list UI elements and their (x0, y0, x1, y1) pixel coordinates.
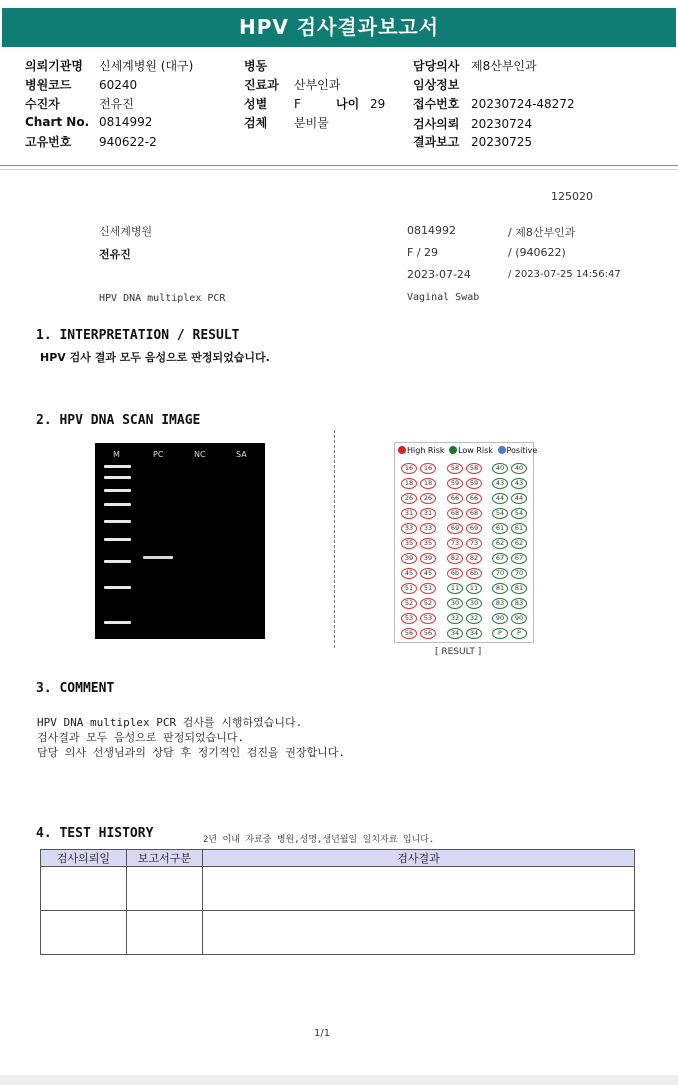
result-caption: [ RESULT ] (435, 647, 482, 657)
history-cell (127, 867, 203, 911)
history-col-result: 검사결과 (203, 850, 635, 867)
high-risk-type-marker: 68 (466, 508, 482, 519)
low-risk-type-marker: P (511, 628, 527, 639)
unique-value: 940622-2 (99, 135, 157, 149)
high-risk-type-marker: 51 (401, 583, 417, 594)
report-row (413, 133, 532, 150)
low-risk-type-marker: 67 (492, 553, 508, 564)
request-row (413, 115, 532, 132)
high-risk-type-marker: 39 (420, 553, 436, 564)
dept-row (244, 76, 340, 93)
history-cell (203, 867, 635, 911)
high-risk-type-marker: 51 (420, 583, 436, 594)
hospital-code-label: 병원코드 (25, 78, 72, 92)
receipt-label: 접수번호 (413, 97, 460, 111)
low-risk-dot-icon (449, 446, 457, 454)
high-risk-type-marker: 6b (447, 568, 463, 579)
summary-test-name: HPV DNA multiplex PCR (99, 293, 226, 304)
ward-row (244, 57, 294, 74)
page-number: 1/1 (314, 1028, 331, 1039)
high-risk-type-marker: 6b (466, 568, 482, 579)
high-risk-type-marker: 73 (466, 538, 482, 549)
doctor-value: 제8산부인과 (471, 59, 537, 73)
low-risk-type-marker: 44 (492, 493, 508, 504)
high-risk-type-marker: 73 (447, 538, 463, 549)
history-cell (127, 911, 203, 955)
marker-band (104, 520, 131, 523)
dept-label: 진료과 (244, 78, 279, 92)
table-row (41, 867, 635, 911)
footer-band (0, 1075, 678, 1085)
high-risk-type-marker: 58 (447, 463, 463, 474)
header-divider (0, 165, 678, 166)
interpretation-text: HPV 검사 결과 모두 음성으로 판정되었습니다. (40, 351, 270, 364)
low-risk-type-marker: 70 (511, 568, 527, 579)
history-cell (41, 867, 127, 911)
low-risk-type-marker: 83 (511, 598, 527, 609)
low-risk-type-marker: 34 (447, 628, 463, 639)
high-risk-type-marker: 52 (420, 598, 436, 609)
low-risk-type-marker: 61 (492, 523, 508, 534)
low-risk-type-marker: 81 (511, 583, 527, 594)
institution-label: 의뢰기관명 (25, 59, 83, 73)
high-risk-type-marker: 82 (447, 553, 463, 564)
high-risk-type-marker: 18 (420, 478, 436, 489)
summary-report-datetime: / 2023-07-25 14:56:47 (508, 269, 621, 280)
high-risk-type-marker: 16 (420, 463, 436, 474)
low-risk-type-marker: 34 (466, 628, 482, 639)
legend-high-risk: High Risk (407, 446, 445, 455)
low-risk-type-marker: 32 (466, 613, 482, 624)
summary-specimen: Vaginal Swab (407, 292, 480, 303)
receipt-value: 20230724-48272 (471, 97, 575, 111)
high-risk-type-marker: 26 (401, 493, 417, 504)
history-col-request-date: 검사의뢰일 (41, 850, 127, 867)
history-note: 2년 이내 자료중 병원,성명,생년월일 일치자료 입니다. (203, 835, 435, 845)
low-risk-type-marker: 90 (492, 613, 508, 624)
low-risk-type-marker: 11 (466, 583, 482, 594)
low-risk-type-marker: 40 (492, 463, 508, 474)
age-label: 나이 (336, 97, 360, 111)
high-risk-dot-icon (398, 446, 406, 454)
comment-line: 검사결과 모두 음성으로 판정되었습니다. (37, 731, 245, 744)
history-cell (203, 911, 635, 955)
specimen-label: 검체 (244, 116, 268, 130)
marker-band (104, 476, 131, 479)
report-number: 125020 (551, 190, 593, 203)
high-risk-type-marker: 56 (420, 628, 436, 639)
marker-band (104, 560, 131, 563)
marker-band (104, 538, 131, 541)
clinical-row (413, 76, 471, 93)
section-history-title: 4. TEST HISTORY (36, 826, 154, 841)
sex-label: 성별 (244, 97, 268, 111)
summary-patient: 전유진 (99, 248, 131, 261)
doctor-label: 담당의사 (413, 59, 460, 73)
low-risk-type-marker: 43 (492, 478, 508, 489)
summary-chart: 0814992 (407, 224, 456, 237)
low-risk-type-marker: 40 (511, 463, 527, 474)
clinical-label: 임상정보 (413, 78, 460, 92)
low-risk-type-marker: 81 (492, 583, 508, 594)
lane-label-pc: PC (153, 450, 164, 459)
doctor-row (413, 57, 537, 74)
low-risk-type-marker: 62 (511, 538, 527, 549)
dashed-divider (334, 430, 335, 648)
high-risk-type-marker: 58 (466, 463, 482, 474)
summary-hospital: 신세계병원 (99, 225, 153, 238)
gel-electrophoresis-image (95, 443, 265, 639)
high-risk-type-marker: 26 (420, 493, 436, 504)
low-risk-type-marker: 90 (511, 613, 527, 624)
marker-band (104, 465, 131, 468)
low-risk-type-marker: 30 (466, 598, 482, 609)
section-comment-title: 3. COMMENT (36, 681, 115, 696)
marker-band (104, 586, 131, 589)
report-value: 20230725 (471, 135, 533, 149)
comment-line: HPV DNA multiplex PCR 검사를 시행하였습니다. (37, 716, 303, 729)
age-value: 29 (370, 97, 386, 111)
low-risk-type-marker: 62 (492, 538, 508, 549)
high-risk-type-marker: 53 (401, 613, 417, 624)
high-risk-type-marker: 52 (401, 598, 417, 609)
high-risk-type-marker: 59 (447, 478, 463, 489)
section-scan-image-title: 2. HPV DNA SCAN IMAGE (36, 413, 201, 428)
high-risk-type-marker: 66 (466, 493, 482, 504)
low-risk-type-marker: 70 (492, 568, 508, 579)
section-interpretation-title: 1. INTERPRETATION / RESULT (36, 328, 240, 343)
high-risk-type-marker: 35 (420, 538, 436, 549)
sex-row (244, 95, 385, 112)
table-row (41, 911, 635, 955)
patient-label: 수진자 (25, 97, 60, 111)
high-risk-type-marker: 53 (420, 613, 436, 624)
specimen-row (244, 114, 329, 131)
high-risk-type-marker: 45 (401, 568, 417, 579)
low-risk-type-marker: P (492, 628, 508, 639)
hospital-code-value: 60240 (99, 78, 138, 92)
history-table (40, 849, 635, 955)
high-risk-type-marker: 59 (466, 478, 482, 489)
chart-label: Chart No. (25, 115, 90, 129)
report-title: HPV 검사결과보고서 (2, 8, 676, 47)
hospital-code-row (25, 76, 137, 93)
history-header-row (41, 850, 635, 867)
result-legend (398, 446, 537, 455)
positive-dot-icon (498, 446, 506, 454)
legend-positive: Positive (506, 446, 538, 455)
request-label: 검사의뢰 (413, 117, 460, 131)
institution-value: 신세계병원 (대구) (99, 59, 194, 73)
high-risk-type-marker: 82 (466, 553, 482, 564)
low-risk-type-marker: 11 (447, 583, 463, 594)
high-risk-type-marker: 31 (401, 508, 417, 519)
high-risk-type-marker: 66 (447, 493, 463, 504)
history-col-report-type: 보고서구분 (127, 850, 203, 867)
low-risk-type-marker: 30 (447, 598, 463, 609)
lane-label-m: M (113, 450, 120, 459)
report-label: 결과보고 (413, 135, 460, 149)
lane-label-sa: SA (236, 450, 247, 459)
low-risk-type-marker: 54 (511, 508, 527, 519)
low-risk-type-marker: 83 (492, 598, 508, 609)
patient-row (25, 95, 134, 112)
positive-control-band (143, 556, 173, 559)
legend-low-risk: Low Risk (458, 446, 493, 455)
summary-sex-age: F / 29 (407, 246, 439, 259)
low-risk-type-marker: 43 (511, 478, 527, 489)
summary-doctor: / 제8산부인과 (508, 226, 576, 239)
unique-label: 고유번호 (25, 135, 72, 149)
summary-collect-date: 2023-07-24 (407, 268, 471, 281)
comment-line: 담당 의사 선생님과의 상담 후 정기적인 검진을 권장합니다. (37, 746, 346, 759)
high-risk-type-marker: 35 (401, 538, 417, 549)
marker-band (104, 503, 131, 506)
high-risk-type-marker: 69 (447, 523, 463, 534)
low-risk-type-marker: 54 (492, 508, 508, 519)
dept-value: 산부인과 (294, 78, 341, 92)
high-risk-type-marker: 33 (420, 523, 436, 534)
high-risk-type-marker: 68 (447, 508, 463, 519)
institution-row (25, 57, 193, 74)
unique-row (25, 133, 157, 150)
receipt-row (413, 95, 575, 112)
chart-value: 0814992 (99, 115, 153, 129)
high-risk-type-marker: 69 (466, 523, 482, 534)
high-risk-type-marker: 45 (420, 568, 436, 579)
low-risk-type-marker: 44 (511, 493, 527, 504)
high-risk-type-marker: 31 (420, 508, 436, 519)
high-risk-type-marker: 16 (401, 463, 417, 474)
lane-label-nc: NC (194, 450, 206, 459)
result-panel (394, 442, 538, 643)
ward-label: 병동 (244, 59, 268, 73)
low-risk-type-marker: 32 (447, 613, 463, 624)
high-risk-type-marker: 18 (401, 478, 417, 489)
marker-band (104, 489, 131, 492)
high-risk-type-marker: 33 (401, 523, 417, 534)
request-value: 20230724 (471, 117, 533, 131)
marker-band (104, 621, 131, 624)
summary-birth: / (940622) (508, 246, 566, 259)
low-risk-type-marker: 61 (511, 523, 527, 534)
high-risk-type-marker: 39 (401, 553, 417, 564)
high-risk-type-marker: 56 (401, 628, 417, 639)
patient-value: 전유진 (99, 97, 134, 111)
history-cell (41, 911, 127, 955)
header-divider-light (0, 169, 678, 170)
specimen-value: 분비물 (294, 116, 329, 130)
low-risk-type-marker: 67 (511, 553, 527, 564)
chart-row (25, 115, 152, 129)
sex-value: F (294, 97, 301, 111)
